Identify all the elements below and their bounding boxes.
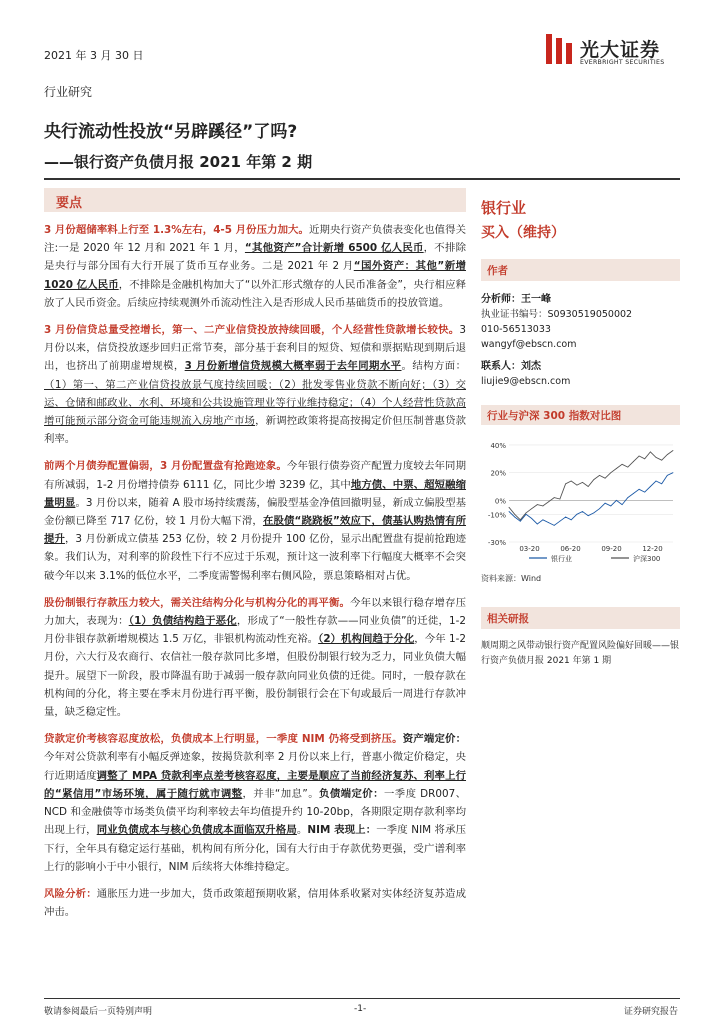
data-point bbox=[622, 504, 623, 505]
text-run: 今年银行债券资产配置力度较去年同期有所减弱，1-2 月份增持债券 6111 亿，同比少增 3239 亿，其中 bbox=[44, 460, 466, 491]
contact-email[interactable]: liujie9@ebscn.com bbox=[481, 376, 571, 387]
data-point bbox=[627, 467, 628, 468]
analyst-license: 执业证书编号：S0930519050002 bbox=[481, 309, 633, 320]
key-points-label: 要点 bbox=[56, 196, 83, 211]
text-run: 3 月份新增信贷规模大概率弱于去年同期水平 bbox=[184, 360, 402, 373]
data-point bbox=[571, 481, 572, 482]
data-point bbox=[661, 460, 662, 461]
data-point bbox=[644, 458, 645, 459]
text-run: 前两个月债券配置偏弱，3 月份配置盘有抢跑迹象。 bbox=[44, 460, 287, 473]
data-point bbox=[599, 508, 600, 509]
text-run: （1）负债结构趋于恶化 bbox=[128, 615, 237, 628]
data-point bbox=[509, 511, 510, 512]
text-run: 负债端定价： bbox=[319, 787, 384, 800]
data-point bbox=[520, 521, 521, 522]
analyst-email[interactable]: wangyf@ebscn.com bbox=[481, 339, 577, 350]
data-point bbox=[622, 464, 623, 465]
data-point bbox=[576, 485, 577, 486]
text-run: （1）第一、第二产业信贷投放景气度持续回暖；（2）批发零售业贷款不断向好；（3）交运、仓储和邮政业、水利、环境和公共设施管理业等行业维持稳定；（4）个人经营性贷款高增可能预示部分资金可能违规流入房地产市场 bbox=[44, 378, 466, 428]
data-point bbox=[588, 486, 589, 487]
page-title: 央行流动性投放“另辟蹊径”了吗? bbox=[44, 122, 298, 142]
footer-disclaimer: 敬请参阅最后一页特别声明 bbox=[44, 1007, 153, 1017]
text-run: 地方债、中票、超短融缩量明显 bbox=[44, 478, 467, 509]
data-point bbox=[673, 450, 674, 451]
x-tick-label: 09-20 bbox=[601, 545, 622, 553]
text-run: NIM 表现上： bbox=[307, 824, 377, 837]
text-run: （2）机构间趋于分化 bbox=[318, 633, 415, 646]
key-point-paragraph bbox=[44, 321, 466, 448]
report-category: 行业研究 bbox=[44, 85, 93, 99]
data-point bbox=[537, 504, 538, 505]
text-run: 。结构方面： bbox=[401, 360, 467, 373]
y-tick-label: 0% bbox=[494, 497, 506, 506]
data-point bbox=[509, 507, 510, 508]
data-point bbox=[520, 519, 521, 520]
key-point-paragraph bbox=[44, 885, 466, 921]
legend-label-1: 沪深300 bbox=[633, 555, 661, 563]
data-point bbox=[537, 524, 538, 525]
related-report-link[interactable]: 顺周期之风带动银行资产配置风险偏好回暖——银行资产负债月报 2021 年第 1 期 bbox=[481, 641, 680, 666]
data-point bbox=[554, 525, 555, 526]
data-point bbox=[559, 499, 560, 500]
text-run: 风险分析： bbox=[44, 887, 97, 900]
text-run: 调整了 MPA 贷款利率点差考核容忍度，主要是顺应了当前经济复苏、利率上行的“紧信用”市场环境，属于随行就市调整 bbox=[44, 769, 467, 800]
text-run: 3 月份以来，信贷投放逐步回归正常节奏，部分基于套利目的短贷、短债和票据贴现到期后退出，也挤出了前期虚增规模， bbox=[44, 324, 466, 373]
key-point-paragraph bbox=[44, 594, 466, 721]
text-run: “国外资产：其他”新增 1020 亿人民币 bbox=[44, 260, 466, 291]
data-point bbox=[627, 497, 628, 498]
data-point bbox=[514, 514, 515, 515]
chart-section-header bbox=[481, 405, 680, 425]
data-point bbox=[548, 501, 549, 502]
analyst-name: 分析师：王一峰 bbox=[481, 294, 551, 305]
data-point bbox=[576, 514, 577, 515]
data-point bbox=[543, 519, 544, 520]
data-point bbox=[667, 475, 668, 476]
text-run: ，不排除是央行与部分国有大行开展了货币互存业务。二是 2021 年 2 月 bbox=[44, 242, 467, 273]
text-run: 今年以来银行稳存增存压力加大，表现为： bbox=[44, 596, 467, 628]
data-point bbox=[616, 500, 617, 501]
data-point bbox=[605, 503, 606, 504]
data-point bbox=[667, 454, 668, 455]
data-point bbox=[650, 451, 651, 452]
data-point bbox=[656, 457, 657, 458]
text-run: ，新调控政策将提高按揭定价但压制普惠贷款利率。 bbox=[44, 415, 467, 446]
data-point bbox=[571, 519, 572, 520]
footer-report-type: 证券研究报告 bbox=[624, 1007, 679, 1017]
data-point bbox=[559, 521, 560, 522]
text-run: 近期央行资产负债表变化也值得关注:一是 2020 年 12 月和 2021 年 1 月， bbox=[44, 224, 467, 255]
x-tick-label: 12-20 bbox=[642, 545, 663, 553]
logo bbox=[546, 32, 686, 74]
text-run: ，今年 1-2 月份，六大行及农商行、农信社一般存款同比多增，但股份制银行较为乏力，同业负债大幅提升。展望下一阶段，股市降温有助于减弱一般存款向同业负债的迁徙。同时，一般存款在机构间的分化，将主要在季末月份进行再平衡，股份制银行会在下旬或最后一周进行存款冲量，缺乏稳定性。 bbox=[44, 633, 466, 719]
data-point bbox=[531, 508, 532, 509]
logo-text-en: EVERBRIGHT SECURITIES bbox=[580, 59, 665, 66]
industry-index-chart bbox=[481, 430, 680, 570]
text-run: ，形成了“一般性存款——同业负债”的迁徙，1-2 月份非银存款新增规模达 1.5 万亿，非银机构流动性充裕。 bbox=[44, 615, 466, 646]
header-divider bbox=[44, 178, 680, 180]
data-point bbox=[531, 518, 532, 519]
text-run: ，并非“加息”。 bbox=[242, 787, 320, 800]
chart-section-label: 行业与沪深 300 指数对比图 bbox=[487, 410, 622, 422]
text-run: 3 月份超储率料上行至 1.3%左右，4-5 月份压力加大。 bbox=[44, 224, 309, 236]
data-point bbox=[582, 511, 583, 512]
text-run: 通胀压力进一步加大，货币政策超预期收紧，信用体系收紧对实体经济复苏造成冲击。 bbox=[44, 887, 467, 919]
data-point bbox=[644, 492, 645, 493]
data-point bbox=[599, 475, 600, 476]
data-point bbox=[588, 515, 589, 516]
text-run: ，3 月份新成立债基 253 亿份，较 2 月份提升 100 亿份，显示出配置盘有提前抢跑迹象。我们认为，对利率的阶段性下行不应过于乐观，预计这一波利率下行幅度大概率不会突破今年以来 3.1%的低位水平，二季度需警惕利率右侧风险，票息策略相对占优。 bbox=[44, 533, 467, 582]
text-run: 同业负债成本与核心负债成本面临双升格局 bbox=[96, 824, 297, 837]
series-line-0 bbox=[509, 473, 673, 526]
main-body bbox=[44, 221, 466, 930]
report-date: 2021 年 3 月 30 日 bbox=[44, 49, 144, 62]
y-tick-label: -10% bbox=[487, 511, 506, 520]
data-point bbox=[673, 472, 674, 473]
data-point bbox=[543, 506, 544, 507]
data-point bbox=[610, 472, 611, 473]
text-run: 股份制银行存款压力较大，需关注结构分化与机构分化的再平衡。 bbox=[44, 596, 351, 609]
industry-label: 银行业 bbox=[481, 199, 527, 217]
page-number: -1- bbox=[354, 1004, 367, 1014]
text-run: “其他资产”合计新增 6500 亿人民币 bbox=[244, 242, 424, 255]
y-tick-label: 40% bbox=[490, 441, 506, 450]
data-point bbox=[633, 461, 634, 462]
text-run: 一季度 NIM 将承压下行，全年具有稳定运行基础，机构间有所分化，国有大行由于存款优势更强，受广谱利率上行的影响小于中小银行，NIM 后续将大体维持稳定。 bbox=[44, 824, 467, 873]
legend-label-0: 银行业 bbox=[551, 555, 572, 563]
author-info bbox=[481, 292, 632, 389]
data-point bbox=[514, 517, 515, 518]
logo-mark-icon bbox=[546, 34, 572, 64]
text-run: 。3 月份以来，随着 A 股市场持续震荡，偏股型基金净值回撤明显，新成立偏股型基金份额已降至 717 亿份，较 1 月份大幅下滑， bbox=[44, 496, 466, 528]
data-point bbox=[656, 481, 657, 482]
contact-name: 联系人：刘杰 bbox=[481, 361, 541, 372]
data-point bbox=[554, 497, 555, 498]
data-point bbox=[610, 506, 611, 507]
chart-source: 资料来源：Wind bbox=[481, 574, 542, 583]
data-point bbox=[593, 512, 594, 513]
page-subtitle: ——银行资产负债月报 2021 年第 2 期 bbox=[44, 153, 313, 171]
data-point bbox=[605, 478, 606, 479]
text-run: 。 bbox=[296, 824, 308, 837]
key-point-paragraph bbox=[44, 221, 466, 312]
text-run: 3 月份信贷总量受控增长，第一、二产业信贷投放持续回暖，个人经营性贷款增长较快。 bbox=[44, 324, 460, 337]
text-run: 今年对公贷款利率有小幅反弹迹象，按揭贷款利率 2 月份以来上行，普惠小微定价稳定，央行近期适度 bbox=[44, 751, 466, 782]
text-run: ，不排除是金融机构加大了“以外汇形式缴存的人民币准备金”，央行相应释放了人民币资金。后续应持续观测外币流动性注入是否形成人民币基础货币的投放管道。 bbox=[44, 278, 466, 309]
key-point-paragraph bbox=[44, 730, 466, 876]
x-tick-label: 03-20 bbox=[519, 545, 540, 553]
data-point bbox=[593, 479, 594, 480]
data-point bbox=[565, 517, 566, 518]
author-section-label: 作者 bbox=[487, 265, 508, 277]
data-point bbox=[616, 468, 617, 469]
text-run: 一季度 DR007、NCD 和金融债等市场类负债平均利率较去年均值提升约 10-20bp，各期限定期存款利率均出现上行， bbox=[44, 787, 467, 837]
data-point bbox=[661, 483, 662, 484]
data-point bbox=[633, 493, 634, 494]
data-point bbox=[582, 482, 583, 483]
logo-text: 光大证券 bbox=[580, 39, 661, 61]
rating-label: 买入（维持） bbox=[481, 225, 565, 241]
data-point bbox=[639, 489, 640, 490]
data-point bbox=[548, 522, 549, 523]
y-tick-label: 20% bbox=[490, 469, 506, 478]
key-points-bar bbox=[44, 188, 466, 212]
data-point bbox=[639, 456, 640, 457]
author-section-header bbox=[481, 259, 680, 281]
text-run: 在股债“跷跷板”效应下，债基认购热情有所提升 bbox=[44, 515, 467, 546]
text-run: 贷款定价考核容忍度放松，负债成本上行明显，一季度 NIM 仍将受到挤压。 bbox=[44, 733, 403, 746]
text-run: 资产端定价： bbox=[402, 733, 467, 746]
data-point bbox=[650, 486, 651, 487]
series-line-1 bbox=[509, 451, 673, 520]
data-point bbox=[565, 483, 566, 484]
data-point bbox=[526, 512, 527, 513]
x-tick-label: 06-20 bbox=[560, 545, 581, 553]
analyst-phone: 010-56513033 bbox=[481, 324, 551, 335]
key-point-paragraph bbox=[44, 457, 466, 584]
footer-divider bbox=[44, 998, 680, 999]
y-tick-label: -30% bbox=[487, 539, 506, 547]
related-section-header bbox=[481, 607, 680, 629]
related-section-label: 相关研报 bbox=[487, 613, 529, 625]
